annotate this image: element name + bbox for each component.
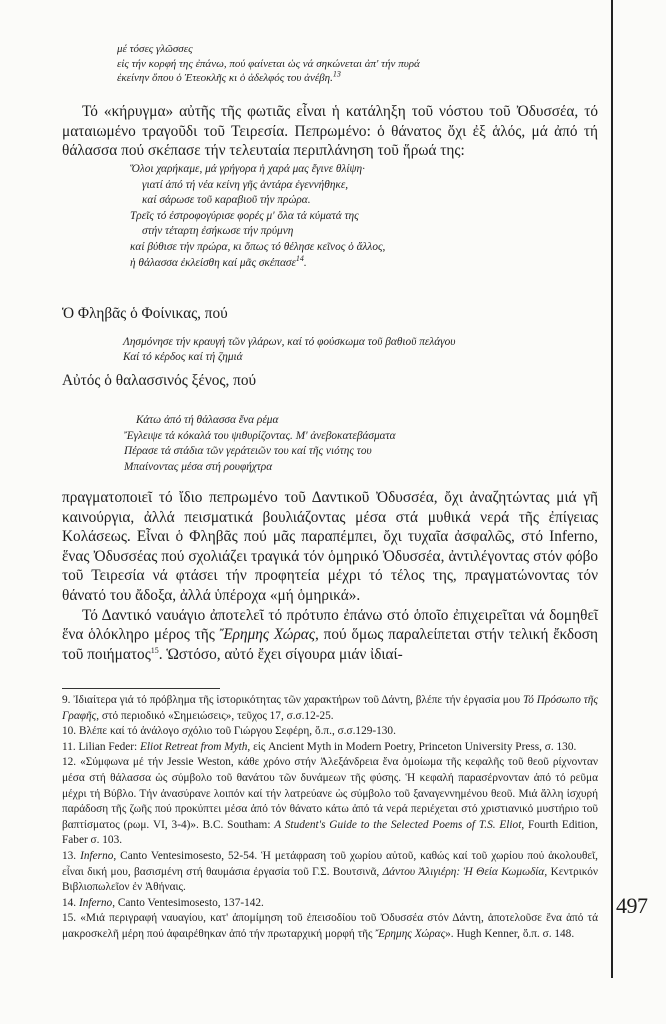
footnote-separator [62, 688, 220, 689]
paragraph-1: Τό «κήρυγμα» αὐτῆς τῆς φωτιᾶς εἶναι ἡ κατάληξη τοῦ νόστου τοῦ Ὀδυσσέα, τό ματαιωμένο τραγοῦδι τοῦ Τειρεσία. Πεπρωμένο: ὁ θάνατος ὄχι ἐξ ἁλός, μά ἀπό τή θάλασσα πού σκέπασε τήν τελευταία περιπλάνηση τοῦ ἥρωά της: [62, 103, 598, 160]
lead-line-phlebas: Ὁ Φληβᾶς ὁ Φοίνικας, πού [62, 305, 228, 322]
footnote-10: 10. Βλέπε καί τό ἀνάλογο σχόλιο τοῦ Γιώργου Σεφέρη, ὅ.π., σ.σ.129-130. [62, 725, 396, 738]
verse-quote-3 [123, 335, 659, 365]
footnote-ref: 14 [295, 253, 304, 263]
paragraph-2: πραγματοποιεῖ τό ἴδιο πεπρωμένο τοῦ Δαντικοῦ Ὀδυσσέα, ὄχι ἀναζητώντας μιά γῆ καινούργια, ἀλλά πεισματικά βουλιάζοντας μέσα στά μυθικά νερά τῆς ἐπίγειας Κολάσεως. Εἶναι ὁ Φληβᾶς πού μᾶς παραπέμπει, ὄχι τυχαῖα ἀσφαλῶς, στό Inferno, ἕνας Ὀδυσσέας πού σχολιάζει τραγικά τόν ὁμηρικό Ὀδυσσέα, ἀντιλέγοντας στόν φόβο τοῦ Τειρεσία νά φτάσει τήν προφητεία μέχρι τό τέλος της, πραγματώνοντας τόν θάνατό του ἄδοξα, ἀλλά ὑπέροχα «μή ὁμηρικά». Τό Δαντικό ναυάγιο ἀποτελεῖ τό πρότυπο ἐπάνω στό ὁποῖο ἐπιχειρεῖται νά δομηθεῖ ἕνα ὁλόκληρο μέρος τῆς Ἔρημης Χώρας, πού ὅμως παραλείπεται στήν τελική ἔκδοση τοῦ ποιήματος$^{15}$. Ὡστόσο, αὐτό ἔχει σίγουρα μιάν ἰδιαί- [62, 489, 598, 663]
work-title: Ἔρημης Χώρας [219, 626, 316, 644]
verse-line: εἰς τήν κορφή της ἐπάνω, πού φαίνεται ὡς νά σηκώνεται ἀπ' τήν πυρά [117, 57, 420, 70]
page-number: 497 [616, 893, 648, 918]
verse-line: Ὅλοι χαρήκαμε, μά γρήγορα ἡ χαρά μας ἔγινε θλίψη· [130, 163, 365, 175]
verse-line: ἡ θάλασσα ἐκλείσθη καί μᾶς σκέπασε$^{14}$. [130, 253, 307, 269]
verse-quote-1 [117, 42, 653, 86]
footnote-15: 15. «Μιά περιγραφή ναυαγίου, κατ' ἀπομίμηση τοῦ ἐπεισοδίου τοῦ Ὀδυσσέα στόν Δάντη, ἀποτελοῦσε ἕνα ἀπό τά μακροσκελῆ μέρη πού ἀφαιρέθηκαν ἀπό τήν πρωταρχική μορφή τῆς Ἔρημης Χώρας». Hugh Kenner, ὅ.π. σ. 148. [62, 912, 598, 940]
verse-line: γιατί ἀπό τή νέα κείνη γῆς ἀντάρα ἐγεννήθηκε, [142, 178, 349, 191]
verse-line: μέ τόσες γλῶσσες [117, 43, 193, 55]
footnote-ref: 13 [332, 69, 341, 79]
verse-line: ἐκείνην ὅπου ὁ Ἐτεοκλῆς κι ὁ ἀδελφός του ἀνέβη.$^{13}$ [117, 69, 341, 84]
verse-quote-4 [124, 413, 660, 475]
footnote-ref: 15 [150, 645, 159, 655]
verse-line: στήν τέταρτη ἐσήκωσε τήν πρύμνη [142, 225, 294, 238]
footnotes [62, 693, 598, 943]
lead-line-sailor: Αὐτός ὁ θαλασσινός ξένος, πού [62, 372, 257, 389]
paragraph-3: Τό Δαντικό ναυάγιο ἀποτελεῖ τό πρότυπο ἐπάνω στό ὁποῖο ἐπιχειρεῖται νά δομηθεῖ ἕνα ὁλόκληρο μέρος τῆς Ἔρημης Χώρας, πού ὅμως παραλείπεται στήν τελική ἔκδοση τοῦ ποιήματος$^{15}$. Ὡστόσο, αὐτό ἔχει σίγουρα μιάν ἰδιαί- [62, 606, 598, 663]
verse-line: Πέρασε τά στάδια τῶν γεράτειῶν του καί τῆς νιότης του [124, 445, 372, 457]
verse-quote-2 [130, 162, 666, 271]
verse-line: Τρεῖς τό ἐστροφογύρισε φορές μ' ὅλα τά κύματά της [130, 209, 359, 222]
footnote-9: 9. Ἰδιαίτερα γιά τό πρόβλημα τῆς ἱστορικότητας τῶν χαρακτήρων τοῦ Δάντη, βλέπε τήν ἐργασία μου Τό Πρόσωπο τῆς Γραφῆς, στό περιοδικό «Σημειώσεις», τεῦχος 17, σ.σ.12-25. [62, 694, 598, 722]
footnote-13: 13. Inferno, Canto Ventesimosesto, 52-54. Ἡ μετάφραση τοῦ χωρίου αὐτοῦ, καθώς καί τοῦ χωρίου πού ἀκολουθεῖ, εἶναι δική μου, βασισμένη στή θαυμάσια ἐργασία τοῦ Γ.Σ. Βουτσινᾶ, Δάντου Ἀλιγιέρη: Ἡ Θεία Κωμωδία, Κεντρικόν Βιβλιοπωλεῖον ἐν Ἀθήναις. [62, 849, 598, 894]
verse-line: Κάτω ἀπό τή θάλασσα ἕνα ρέμα [136, 414, 279, 426]
footnote-11: 11. Lilian Feder: Eliot Retreat from Myth, εἰς Ancient Myth in Modern Poetry, Princeton University Press, σ. 130. [62, 740, 577, 753]
verse-line: καί σάρωσε τοῦ καραβιοῦ τήν πρώρα. [142, 194, 311, 207]
verse-line: Ἔγλειψε τά κόκαλά του ψιθυρίζοντας. Μ' ἀνεβοκατεβάσματα [124, 429, 396, 442]
page-edge-rule [611, 0, 613, 978]
footnote-12: 12. «Σύμφωνα μέ τήν Jessie Weston, κάθε χρόνο στήν Ἀλεξάνδρεια ἕνα ὁμοίωμα τῆς κεφαλῆς τοῦ θεοῦ ρίχνονταν μέσα στή θάλασσα ὡς σύμβολο τοῦ θανάτου τῶν δυνάμεων τῆς φύσης. Ἡ κεφαλή παρασέρνονταν ἀπό τό ρεῦμα μέχρι τή Βύβλο. Τήν ἀνασύρανε λοιπόν καί τήν λατρεύανε ὡς σύμβολο τοῦ ξαναγεννημένου θεοῦ. Μιά ἄλλη ἰσχυρή παράδοση τῆς ζωῆς πού προκύπτει μέσα ἀπό τόν θάνατο κάτω ἀπό τά νερά περιέχεται στό χριστιανικό μυστήριο τοῦ βαπτίσματος (ρωμ. VI, 3-4)». B.C. Southam: A Student's Guide to the Selected Poems of T.S. Eliot, Fourth Edition, Faber σ. 103. [62, 756, 599, 847]
verse-line: Καί τό κέρδος καί τή ζημιά [123, 351, 243, 363]
verse-line: καί βύθισε τήν πρώρα, κι ὅπως τό θέλησε κεῖνος ὁ ἄλλος, [130, 240, 386, 253]
verse-line: Μπαίνοντας μέσα στή ρουφήχτρα [124, 460, 273, 473]
footnote-14: 14. Inferno, Canto Ventesimosesto, 137-142. [62, 896, 264, 909]
verse-line: Λησμόνησε τήν κραυγή τῶν γλάρων, καί τό φούσκωμα τοῦ βαθιοῦ πελάγου [123, 336, 456, 348]
